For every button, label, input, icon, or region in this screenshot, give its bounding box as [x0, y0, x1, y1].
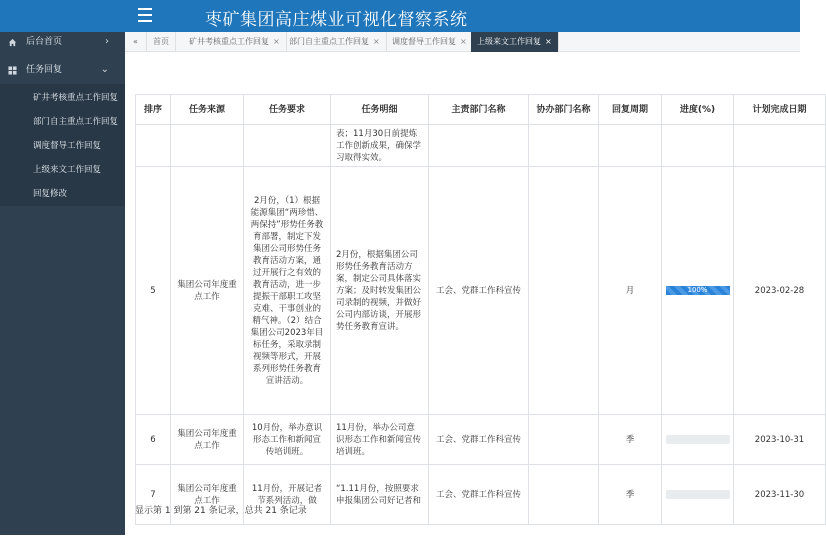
home-icon — [8, 38, 17, 47]
tab-label: 上级来文工作回复 — [477, 37, 541, 46]
cell-assist-dept — [529, 125, 599, 167]
tab-dept-key-work[interactable] — [283, 32, 387, 52]
cell-lead-dept: 工会、党群工作科宣传 — [429, 167, 529, 415]
app-title: 枣矿集团高庄煤业可视化督察系统 — [205, 10, 468, 30]
tab-mine-assessment[interactable] — [183, 32, 287, 52]
cell-order: 7 — [136, 465, 171, 525]
close-icon[interactable]: × — [460, 37, 467, 46]
sidebar-item-label: 任务回复 — [26, 65, 63, 75]
cell-progress — [662, 167, 734, 415]
cell-cycle: 月 — [599, 167, 662, 415]
cell-progress — [662, 465, 734, 525]
logo-area — [0, 0, 125, 32]
cell-requirement: 10月份，举办意识形态工作和新闻宣传培训班。 — [244, 415, 331, 465]
tab-label: 调度督导工作回复 — [392, 37, 456, 46]
cell-cycle — [599, 125, 662, 167]
col-header-planned-date[interactable]: 计划完成日期 — [734, 95, 826, 125]
main-content — [125, 52, 807, 535]
menu-toggle-icon[interactable] — [138, 8, 152, 22]
cell-source: 集团公司年度重点工作 — [171, 465, 244, 525]
cell-order: 6 — [136, 415, 171, 465]
col-header-progress[interactable]: 进度(%) — [662, 95, 734, 125]
cell-lead-dept: 工会、党群工作科宣传 — [429, 415, 529, 465]
close-icon[interactable]: × — [373, 37, 380, 46]
progress-bar — [666, 435, 730, 444]
cell-detail: 11月份，举办公司意识形态工作和新闻宣传培训班。 — [331, 415, 429, 465]
tab-label: 首页 — [153, 37, 169, 46]
sidebar — [0, 32, 125, 535]
cell-date: 2023-11-30 — [734, 465, 826, 525]
cell-assist-dept — [529, 465, 599, 525]
table-row — [136, 167, 826, 415]
sidebar-submenu — [0, 84, 125, 206]
cell-date: 2023-10-31 — [734, 415, 826, 465]
cell-date: 2023-02-28 — [734, 167, 826, 415]
col-header-lead-dept[interactable]: 主责部门名称 — [429, 95, 529, 125]
pagination-info: 显示第 1 到第 21 条记录，总共 21 条记录 — [135, 506, 307, 516]
table-row — [136, 415, 826, 465]
col-header-source[interactable]: 任务来源 — [171, 95, 244, 125]
sidebar-item-home[interactable] — [0, 32, 125, 52]
cell-detail: 2月份，根据集团公司形势任务教育活动方案，制定公司具体落实方案；及时转发集团公司录制的视频，并做好公司内部访谈，开展形势任务教育宣讲。 — [331, 167, 429, 415]
tab-superior-documents[interactable] — [471, 32, 559, 52]
progress-bar — [666, 490, 730, 499]
col-header-detail[interactable]: 任务明细 — [331, 95, 429, 125]
table-scroll-area[interactable] — [135, 94, 807, 542]
tab-label: 部门自主重点工作回复 — [289, 37, 369, 46]
cell-source: 集团公司年度重点工作 — [171, 167, 244, 415]
task-table — [135, 94, 826, 525]
cell-order: 5 — [136, 167, 171, 415]
close-icon[interactable]: × — [273, 37, 280, 46]
col-header-cycle[interactable]: 回复周期 — [599, 95, 662, 125]
cell-lead-dept — [429, 125, 529, 167]
sidebar-subitem-reply-edit[interactable]: 回复修改 — [33, 189, 68, 199]
chevron-right-icon: › — [105, 36, 109, 47]
chevron-down-icon: ⌄ — [100, 64, 109, 75]
sidebar-subitem-dept-key-work[interactable]: 部门自主重点工作回复 — [33, 117, 119, 127]
top-bar — [0, 0, 800, 32]
cell-lead-dept: 工会、党群工作科宣传 — [429, 465, 529, 525]
col-header-assist-dept[interactable]: 协办部门名称 — [529, 95, 599, 125]
sidebar-subitem-mine-assessment[interactable]: 矿井考核重点工作回复 — [33, 93, 119, 103]
tab-dispatch-supervision[interactable] — [386, 32, 474, 52]
cell-requirement: 11月份，开展记者节系列活动，做 — [244, 465, 331, 525]
table-row — [136, 125, 826, 167]
cell-progress — [662, 125, 734, 167]
tab-label: 矿井考核重点工作回复 — [189, 37, 269, 46]
col-header-requirement[interactable]: 任务要求 — [244, 95, 331, 125]
cell-detail: 表；11月30日前提炼工作创新成果，确保学习取得实效。 — [331, 125, 429, 167]
cell-assist-dept — [529, 167, 599, 415]
tab-scroll-left-icon[interactable]: « — [125, 32, 147, 52]
progress-bar — [666, 286, 730, 295]
col-header-order[interactable]: 排序 — [136, 95, 171, 125]
cell-date — [734, 125, 826, 167]
tab-home[interactable] — [147, 32, 176, 52]
sidebar-item-task-reply[interactable] — [0, 60, 125, 80]
progress-label: 100% — [687, 285, 708, 294]
cell-detail: “1.11月份，按照要求申报集团公司好记者和 — [331, 465, 429, 525]
cell-requirement: 2月份，（1）根据能源集团“两珍惜、两保持”形势任务教育部署，制定下发集团公司形势任务教育活动方案，通过开展行之有效的教育活动，进一步提振干部职工攻坚克难、干事创业的精气神。（2）结合集团公司2023年目标任务，采取录制视频等形式，开展系列形势任务教育宣讲活动。 — [244, 167, 331, 415]
tab-bar — [125, 32, 800, 52]
sidebar-subitem-superior-documents[interactable]: 上级来文工作回复 — [33, 165, 102, 175]
sidebar-item-label: 后台首页 — [26, 37, 63, 47]
cell-requirement — [244, 125, 331, 167]
cell-progress — [662, 415, 734, 465]
cell-source: 集团公司年度重点工作 — [171, 415, 244, 465]
cell-cycle: 季 — [599, 465, 662, 525]
cell-source — [171, 125, 244, 167]
cell-assist-dept — [529, 415, 599, 465]
grid-icon — [8, 66, 17, 75]
close-icon[interactable]: × — [545, 37, 552, 46]
cell-cycle: 季 — [599, 415, 662, 465]
table-header-row — [136, 95, 826, 125]
cell-order — [136, 125, 171, 167]
sidebar-subitem-dispatch-supervision[interactable]: 调度督导工作回复 — [33, 141, 102, 151]
